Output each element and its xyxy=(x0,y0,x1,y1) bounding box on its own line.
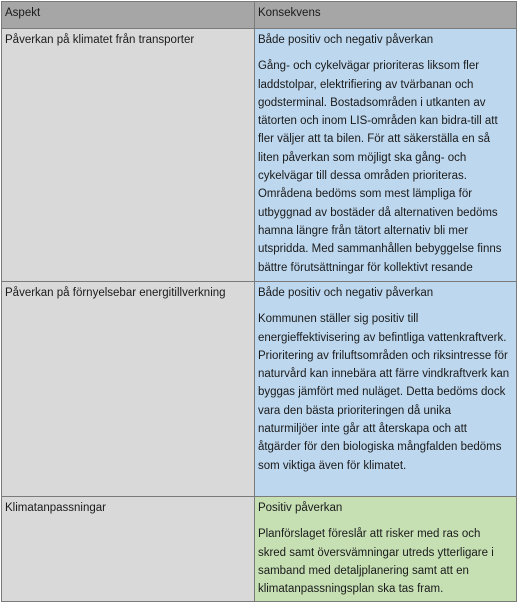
aspect-cell: Påverkan på förnyelsebar energitillverkning xyxy=(2,282,255,497)
consequence-cell xyxy=(254,282,516,497)
assessment-table xyxy=(1,1,517,602)
table-row xyxy=(2,29,517,282)
table-row xyxy=(2,497,517,602)
consequence-cell xyxy=(254,29,516,282)
impact-rating: Positiv påverkan xyxy=(257,502,343,514)
aspect-cell: Klimatanpassningar xyxy=(2,497,255,602)
consequence-cell xyxy=(254,497,516,602)
header-konsekvens: Konsekvens xyxy=(254,2,516,29)
impact-description: Kommunen ställer sig positiv till energieffektivisering av befintliga vattenkraftverk. Prioritering av friluftsområden och riksintresse för naturvård kan innebära att färre vindkraftverk kan byggas jämfört med nuläget. Detta bedöms dock vara den bästa prioriteringen då unika naturmiljöer inte går att återskapa och att åtgärder för den biologiska mångfalden bedöms som viktiga även för klimatet. xyxy=(257,313,510,472)
impact-description: Planförslaget föreslår att risker med ras och skred samt översvämningar utreds ytterligare i samband med detaljplanering samt att en klimatanpassningsplan ska tas fram. xyxy=(257,528,494,596)
header-row xyxy=(2,2,517,29)
aspect-cell: Påverkan på klimatet från transporter xyxy=(2,29,255,282)
impact-rating: Både positiv och negativ påverkan xyxy=(257,34,434,46)
impact-description: Gång- och cykelvägar prioriteras liksom fler laddstolpar, elektrifiering av tvärbanan och godsterminal. Bostadsområden i utkanten av tätorten och inom LIS-områden kan bidra-till att fler väljer att ta bilen. För att säkerställa en så liten påverkan som möjligt ska gång- och cykelvägar till dessa områden prioriteras. Områdena bedöms som mest lämpliga för utbyggnad av bostäder då alternativen bedöms hamna längre från tätort alternativ bli mer utspridda. Med sammanhållen bebyggelse finns bättre förutsättningar för kollektivt resande xyxy=(257,60,502,274)
header-aspekt: Aspekt xyxy=(2,2,255,29)
table-row xyxy=(2,282,517,497)
impact-rating: Både positiv och negativ påverkan xyxy=(257,287,434,299)
